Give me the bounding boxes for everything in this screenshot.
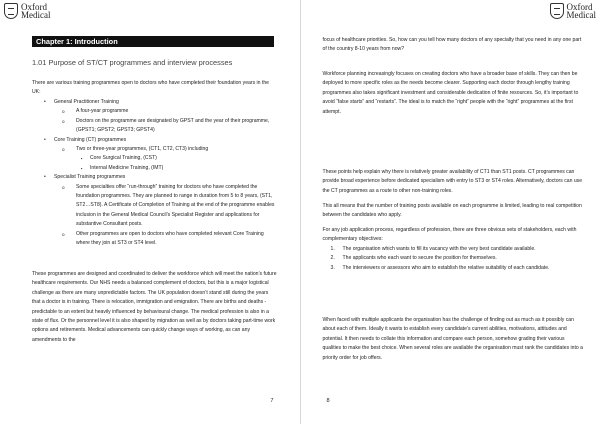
chapter-heading: Chapter 1: Introduction [32,36,274,47]
list-item: o Other programmes are open to doctors who have completed relevant Core Training where they join at ST3 or ST4 level. [54,230,278,249]
crest-icon [4,3,18,19]
objectives-list [323,245,585,273]
publisher-wordmark: Oxford Medical [566,2,596,20]
list-item: 2. The applicants who each want to secure the position for themselves. [330,255,497,262]
section-title: 1.01 Purpose of ST/CT programmes and interview processes [32,58,233,67]
list-item-core: • Core Training (CT) programmes o Two or three-year programmes, (CT1, CT2, CT3) including ▪ Core Surgical Training, (CST) ▪ Internal Medicine Training, (IMT) [32,136,278,174]
publisher-logo [4,3,51,19]
list-item: ▪ Internal Medicine Training, (IMT) [76,164,278,173]
objectives-block: For any job application process, regardless of profession, there are three obvious sets of stakeholders, each with complementary objectives: 1. The organisation which wants to fill its vacancy with the very best candidate available. 2. The applicants who each want to secure the position for themselves. 3. The interviewers or assessors who aim to establish the relative suitability of each candidate. [323,226,585,273]
list-item: o Two or three-year programmes, (CT1, CT2, CT3) including ▪ Core Surgical Training, (CST) ▪ Internal Medicine Training, (IMT) [54,145,278,173]
list-item-specialist: • Specialist Training programmes o Some specialties offer “run-through” training for doctors who have completed the foundation programmes. They are planned to range in duration from 5 to 8 years, (ST1, ST2…ST8). A Certificate of Completion of Training at the end of the programme enables inclusion in the General Medical Council’s Specialist Register and applications for substantive Consultant posts. o Other programmes are open to doctors who have completed relevant Core Training where they join at ST3 or ST4 level. [32,173,278,248]
list-item: o Some specialties offer “run-through” training for doctors who have completed the foundation programmes. They are planned to range in duration from 5 to 8 years, (ST1, ST2…ST8). A Certificate of Completion of Training at the end of the programme enables inclusion in the General Medical Council’s Specialist Register and applications for substantive Consultant posts. [54,183,278,230]
intro-paragraph: There are various training programmes open to doctors who have completed their foundation years in the UK: [32,80,269,96]
programme-list [32,98,278,249]
body-paragraph: focus of healthcare priorities. So, how can you tell how many doctors of any specialty that you need in any one part of the country 8-10 years from now? [322,37,582,53]
page-number: 8 [326,398,330,404]
right-page [301,0,600,424]
page-number: 7 [270,398,274,404]
list-item: o A four-year programme [54,107,278,116]
list-item: o Doctors on the programme are designated by GPST and the year of their programme, (GPST1; GPST2; GPST3; GPST4) [54,117,278,136]
publisher-logo [550,3,597,19]
list-item-gp: • General Practitioner Training o A four-year programme o Doctors on the programme are designated by GPST and the year of their programme, (GPST1; GPST2; GPST3; GPST4) [32,98,278,136]
list-item: 3. The interviewers or assessors who aim to establish the relative suitability of each candidate. [330,264,550,271]
publisher-wordmark: Oxford Medical [21,2,51,20]
crest-icon [550,3,564,19]
body-paragraph: Workforce planning increasingly focuses on creating doctors who have a broader base of skills. They can then be deployed to more specific roles as the needs become clearer. Supporting each doctor through lengthy training programmes also takes significant investment and considerable dedication of finite resources. So, it’s important to avoid “false starts” and “restarts”. The ideal is to match the “right” people with the “right” programmes at the first attempt. [322,71,579,115]
list-item: 1. The organisation which wants to fill its vacancy with the very best candidate available. [330,245,536,252]
body-paragraph: These programmes are designed and coordinated to deliver the workforce which will meet the nation’s future healthcare requirements. Our NHS needs a balanced complement of doctors, but this is a major logistical challenge as there are many unpredictable factors. The UK population doesn’t stand still during the years that a doctor is in training. There is relocation, immigration and emigration. There are births and deaths - predictable to an extent but heavily influenced by behavioural change. The medical profession is also in a state of flux. Or the personnel level it is also shaped by migration as well as by doctors taking part-time work options and retirements. Medical advancements can quickly change ways of working, as can any amendments to the [32,271,277,343]
list-item: ▪ Core Surgical Training, (CST) [76,154,278,163]
body-paragraph: When faced with multiple applicants the organisation has the challenge of finding out as much as it possibly can about each of them. Ideally it wants to establish every candidate’s current abilities, motivations, attitudes and potential. It then needs to collate this information and compare each person, somehow grading their various qualities to make the best choice. When several roles are available the organisation must rank the candidates into a priority order for job offers. [322,317,583,361]
body-paragraph: This all means that the number of training posts available on each programme is limited, leading to real competition between the candidates who apply. [322,203,582,219]
body-paragraph: These points help explain why there is relatively greater availability of CT1 than ST1 posts. CT programmes can provide broad experience before dedicated specialism with entry to ST3 or ST4 roles. Alternatively, doctors can use the CT programmes as a route to other non-training roles. [322,169,583,194]
